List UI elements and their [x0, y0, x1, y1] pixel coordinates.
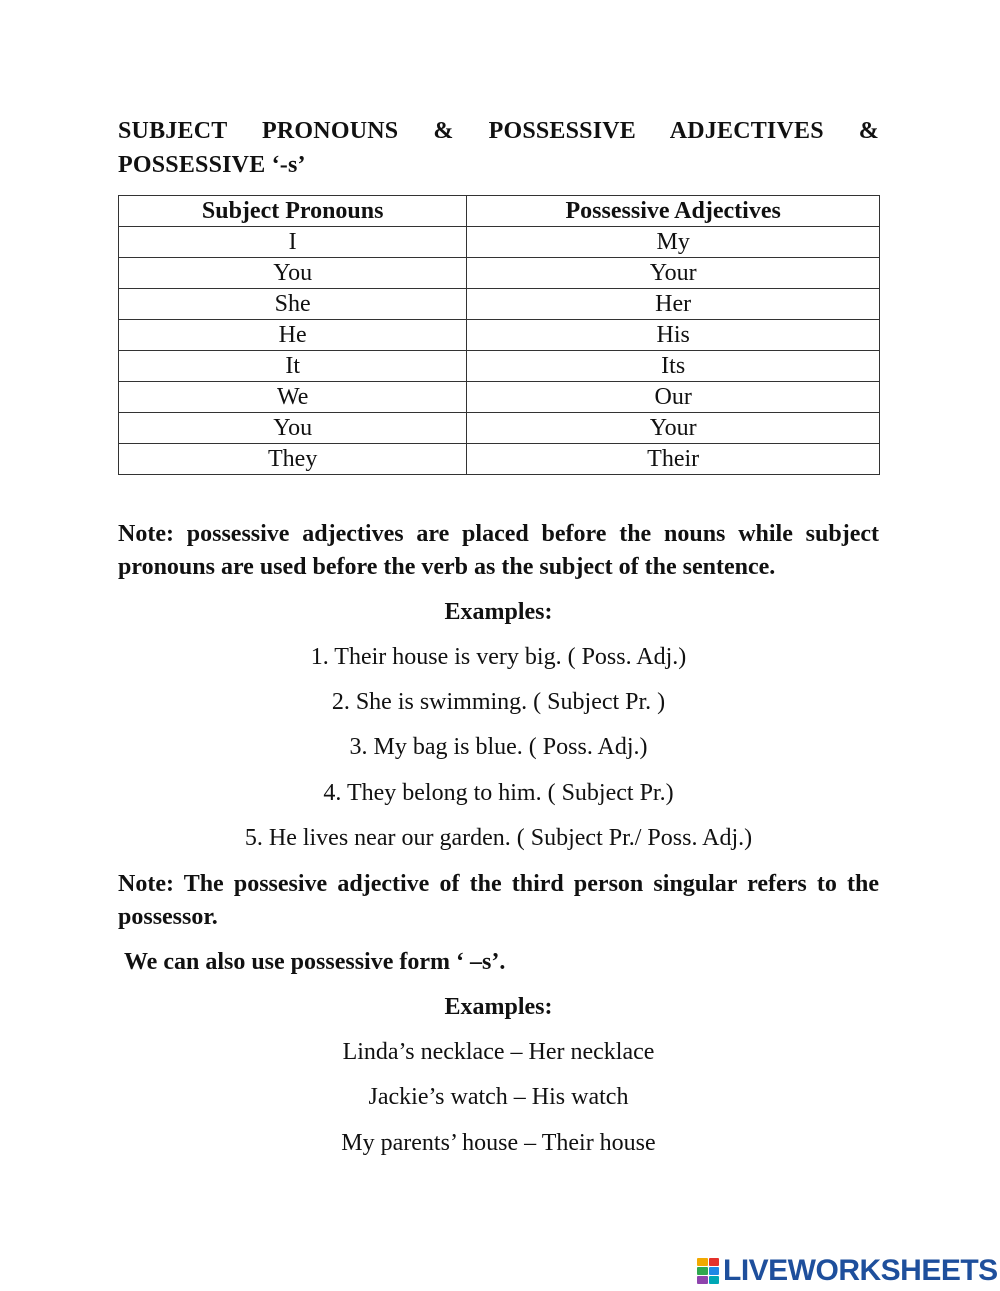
possessive-adjective-cell: Your: [467, 258, 880, 289]
subject-pronoun-cell: I: [119, 227, 467, 258]
table-row: [119, 227, 880, 258]
note-possessive-s: We can also use possessive form ‘ –s’.: [124, 949, 506, 975]
subject-pronoun-cell: They: [119, 444, 467, 475]
note-possessive-placement: Note: possessive adjectives are placed before the nouns while subject pronouns are used before the verb as the subject of the sentence.: [118, 521, 879, 580]
table-row: [119, 258, 880, 289]
example-sentence-1: 1. Their house is very big. ( Poss. Adj.): [310, 644, 687, 670]
column-header-possessive-adjectives: Possessive Adjectives: [467, 196, 880, 227]
example-sentence-4: 4. They belong to him. ( Subject Pr.): [323, 780, 674, 806]
liveworksheets-logo-icon: [697, 1258, 719, 1284]
subject-pronoun-cell: We: [119, 382, 467, 413]
example-sentence-5: 5. He lives near our garden. ( Subject Pr./ Poss. Adj.): [244, 825, 753, 851]
possessive-adjective-cell: Their: [467, 444, 880, 475]
subject-pronoun-cell: You: [119, 258, 467, 289]
example-sentence-3: 3. My bag is blue. ( Poss. Adj.): [349, 734, 648, 760]
table-row: [119, 444, 880, 475]
possessive-adjective-cell: Our: [467, 382, 880, 413]
subject-pronoun-cell: She: [119, 289, 467, 320]
table-row: [119, 320, 880, 351]
examples-heading-2: Examples:: [444, 994, 553, 1020]
page-title: SUBJECT PRONOUNS & POSSESSIVE ADJECTIVES & POSSESSIVE ‘-s’: [118, 118, 879, 178]
subject-pronoun-cell: He: [119, 320, 467, 351]
table-row: [119, 382, 880, 413]
possessive-adjective-cell: Her: [467, 289, 880, 320]
liveworksheets-logo[interactable]: [697, 1254, 998, 1288]
table-row: [119, 351, 880, 382]
possessive-example-3: My parents’ house – Their house: [341, 1130, 656, 1156]
table-row: [119, 289, 880, 320]
possessive-adjective-cell: My: [467, 227, 880, 258]
pronoun-table: [118, 195, 880, 475]
possessive-adjective-cell: His: [467, 320, 880, 351]
example-sentence-2: 2. She is swimming. ( Subject Pr. ): [331, 689, 666, 715]
possessive-adjective-cell: Its: [467, 351, 880, 382]
possessive-example-2: Jackie’s watch – His watch: [368, 1084, 629, 1110]
possessive-example-1: Linda’s necklace – Her necklace: [342, 1039, 655, 1065]
note-third-person: Note: The possesive adjective of the third person singular refers to the possessor.: [118, 871, 879, 930]
table-row: [119, 413, 880, 444]
logo-text: LIVEWORKSHEETS: [723, 1254, 998, 1287]
possessive-adjective-cell: Your: [467, 413, 880, 444]
subject-pronoun-cell: You: [119, 413, 467, 444]
subject-pronoun-cell: It: [119, 351, 467, 382]
table-header-row: [119, 196, 880, 227]
examples-heading-1: Examples:: [444, 599, 553, 625]
column-header-subject-pronouns: Subject Pronouns: [119, 196, 467, 227]
